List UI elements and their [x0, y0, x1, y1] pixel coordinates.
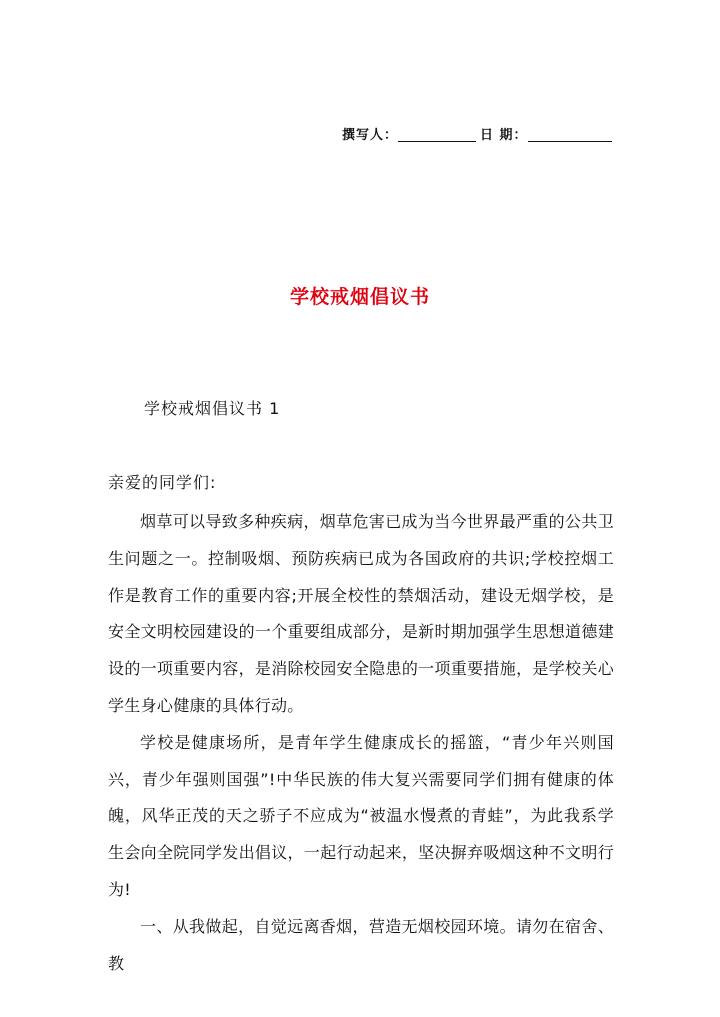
document-title: 学校戒烟倡议书	[289, 286, 430, 308]
paragraph-2: 学校是健康场所，是青年学生健康成长的摇篮，“青少年兴则国兴，青少年强则国强”!中华民族的伟大复兴需要同学们拥有健康的体魄，风华正茂的天之骄子不应成为“被温水慢煮的青蛙”，为此我系学生会向全院同学发出倡议，一起行动起来，坚决摒弃吸烟这种不文明行为!	[108, 732, 614, 899]
body-text	[108, 504, 614, 982]
date-blank-line	[528, 141, 612, 142]
document-header	[0, 124, 720, 146]
paragraph-3: 一、从我做起，自觉远离香烟，营造无烟校园环境。请勿在宿舍、教	[108, 916, 614, 973]
greeting: 亲爱的同学们:	[108, 473, 217, 492]
paragraph-1: 烟草可以导致多种疾病，烟草危害已成为当今世界最严重的公共卫生问题之一。控制吸烟、预防疾病已成为各国政府的共识;学校控烟工作是教育工作的重要内容;开展全校性的禁烟活动，建设无烟学校，是安全文明校园建设的一个重要组成部分，是新时期加强学生思想道德建设的一项重要内容，是消除校园安全隐患的一项重要措施，是学校关心学生身心健康的具体行动。	[108, 512, 614, 715]
author-label: 撰写人：	[342, 128, 399, 143]
date-label: 日 期：	[480, 128, 528, 143]
section-heading: 学校戒烟倡议书 1	[144, 399, 281, 418]
author-blank-line	[398, 141, 476, 142]
